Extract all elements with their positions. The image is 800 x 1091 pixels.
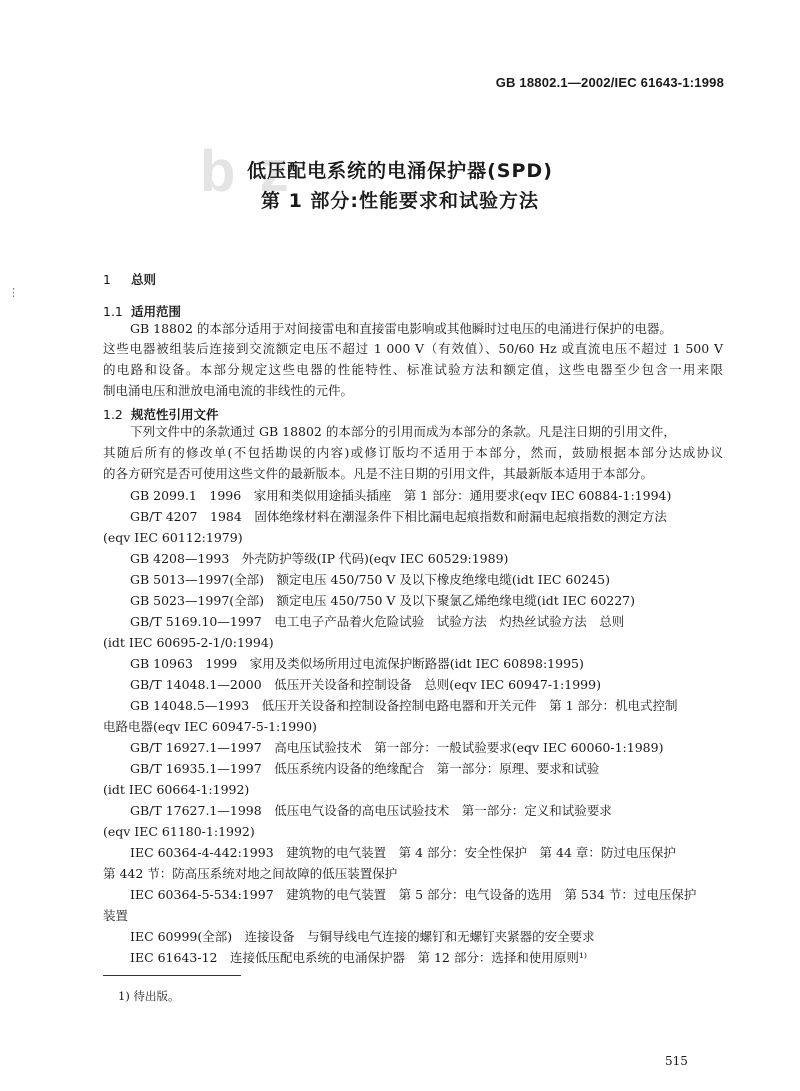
reference-line: GB/T 16927.1—1997 高电压试验技术 第一部分：一般试验要求(eqv IEC 60060-1:1989) [130,740,664,755]
reference-line: (idt IEC 60695-2-1/0:1994) [103,635,274,650]
title-line-1: 低压配电系统的电涌保护器(SPD) [247,160,553,182]
reference-line: GB 10963 1999 家用及类似场所用过电流保护断路器(idt IEC 60898:1995) [130,656,584,671]
para-line: 下列文件中的条款通过 GB 18802 的本部分的引用而成为本部分的条款。凡是注日期的引用文件， [130,424,676,439]
section-label: 总则 [131,272,157,287]
section-1-heading [103,270,156,288]
section-1-2-heading [103,405,219,423]
reference-line: 第 442 节：防高压系统对地之间故障的低压装置保护 [103,866,398,881]
reference-line: GB 2099.1 1996 家用和类似用途插头插座 第 1 部分：通用要求(eqv IEC 60884-1:1994) [130,488,672,503]
section-number: 1.1 [103,304,123,319]
title-line-2: 第 1 部分:性能要求和试验方法 [260,190,540,212]
reference-line: GB 14048.5—1993 低压开关设备和控制设备控制电路电器和开关元件 第 1 部分：机电式控制 [130,698,678,713]
reference-line: (eqv IEC 61180-1:1992) [103,824,255,839]
reference-line: GB/T 5169.10—1997 电工电子产品着火危险试验 试验方法 灼热丝试验方法 总则 [130,614,625,629]
scan-mark: ⋮ [8,286,19,299]
reference-line: GB/T 14048.1—2000 低压开关设备和控制设备 总则(eqv IEC 60947-1:1999) [130,677,601,692]
reference-line: GB 4208—1993 外壳防护等级(IP 代码)(eqv IEC 60529:1989) [130,551,509,566]
reference-line: 装置 [103,908,129,923]
footnote: 1) 待出版。 [118,989,180,1003]
watermark: b z [200,139,293,204]
page-number: 515 [665,1054,688,1068]
reference-line: GB/T 16935.1—1997 低压系统内设备的绝缘配合 第一部分：原理、要求和试验 [130,761,600,776]
para-line: 这些电器被组装后连接到交流额定电压不超过 1 000 V（有效值）、50/60 Hz 或直流电压不超过 1 500 V [103,341,723,356]
reference-line: IEC 60999(全部) 连接设备 与铜导线电气连接的螺钉和无螺钉夹紧器的安全要求 [130,929,595,944]
para-line: 其随后所有的修改单(不包括勘误的内容)或修订版均不适用于本部分，然而，鼓励根据本部分达成协议 [103,445,723,460]
reference-line: IEC 61643-12 连接低压配电系统的电涌保护器 第 12 部分：选择和使用原则¹⁾ [130,950,587,965]
reference-line: GB/T 4207 1984 固体绝缘材料在潮湿条件下相比漏电起痕指数和耐漏电起痕指数的测定方法 [130,509,667,524]
para-line: 制电涌电压和泄放电涌电流的非线性的元件。 [103,383,354,398]
reference-line: GB/T 17627.1—1998 低压电气设备的高电压试验技术 第一部分：定义和试验要求 [130,803,612,818]
standard-number: GB 18802.1—2002/IEC 61643-1:1998 [495,75,724,90]
reference-line: (eqv IEC 60112:1979) [103,530,243,545]
section-label: 适用范围 [131,304,182,319]
para-line: 的电路和设备。本部分规定这些电器的性能特性、标准试验方法和额定值，这些电器至少包含一用来限 [103,362,723,377]
para-line: 的各方研究是否可使用这些文件的最新版本。凡是不注日期的引用文件，其最新版本适用于本部分。 [103,466,654,481]
footnote-divider [103,975,241,976]
reference-line: GB 5013—1997(全部) 额定电压 450/750 V 及以下橡皮绝缘电缆(idt IEC 60245) [130,572,611,587]
section-label: 规范性引用文件 [131,407,219,422]
para-line: GB 18802 的本部分适用于对间接雷电和直接雷电影响或其他瞬时过电压的电涌进行保护的电器。 [130,321,672,336]
reference-line: (idt IEC 60664-1:1992) [103,782,250,797]
reference-line: 电路电器(eqv IEC 60947-5-1:1990) [103,719,317,734]
section-number: 1.2 [103,407,123,422]
section-1-1-heading [103,302,181,320]
reference-line: GB 5023—1997(全部) 额定电压 450/750 V 及以下聚氯乙烯绝缘电缆(idt IEC 60227) [130,593,636,608]
reference-line: IEC 60364-4-442:1993 建筑物的电气装置 第 4 部分：安全性保护 第 44 章：防过电压保护 [130,845,676,860]
reference-line: IEC 60364-5-534:1997 建筑物的电气装置 第 5 部分：电气设备的选用 第 534 节：过电压保护 [130,887,697,902]
section-number: 1 [103,272,111,287]
